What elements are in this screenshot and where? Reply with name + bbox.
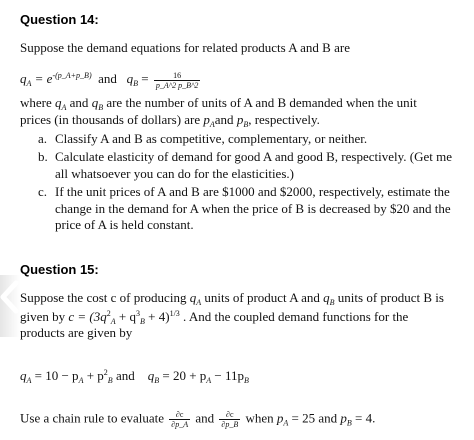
q15-text-d: . And the coupled demand functions for the xyxy=(183,309,409,324)
item-text: Classify A and B as competitive, complementary, or neither. xyxy=(55,131,368,146)
demand-A2: + p xyxy=(86,368,104,383)
q15-text-b: units of product A and xyxy=(204,290,320,305)
q15-demand-line: $q_A = 10 - p_A + p^2_B$ and $q_B = 20 + p_A - 11p_B$ xyxy=(20,368,249,385)
q14-intro: Suppose the demand equations for related products A and B are xyxy=(20,40,350,55)
q15-given-by: given by xyxy=(20,309,66,324)
prices-rest: , respectively. xyxy=(248,112,320,127)
qB-numerator: 16 xyxy=(154,71,201,81)
q14-equations xyxy=(20,68,202,92)
frac-den-a: ∂p_A xyxy=(171,420,189,429)
qA-subscript: A xyxy=(26,79,32,88)
qB-equals: = xyxy=(141,71,149,86)
item-label: c. xyxy=(38,184,48,199)
cost-exponent: 1/3 xyxy=(169,309,180,318)
q14-item-c xyxy=(38,184,468,234)
chain-when: when xyxy=(245,410,274,426)
item-text: If the unit prices of A and B are $1000 and $2000, respectively, estimate the change in the demand for A when the price of B is decreased by $20 and the price of A is held constant. xyxy=(55,184,451,232)
where-rest: are the number of units of A and B demanded when the unit xyxy=(106,95,417,110)
q14-item-b xyxy=(38,149,468,183)
q15-text-c: units of product B is xyxy=(337,290,444,305)
q14-where-line: where $q_A$ and $q_B$ are the number of units of A and B demanded when the unit xyxy=(20,95,417,112)
qB-subscript: B xyxy=(133,79,139,88)
prices-text: prices (in thousands of dollars) are xyxy=(20,112,201,127)
item-label: b. xyxy=(38,149,48,164)
item-text: Calculate elasticity of demand for good A and good B, respectively. (Get me all whatsoever you can do for the elasticities.) xyxy=(55,149,452,181)
frac-den-b: ∂p_B xyxy=(221,420,239,429)
qA-rhs xyxy=(35,71,92,86)
demand-and: and xyxy=(115,368,135,383)
q15-line-2: given by $c = (3q^2_A + q^3_B + 4)^{1/3}$ . And the coupled demand functions for the xyxy=(20,309,409,326)
chain-values-2: = 4. xyxy=(355,410,376,426)
q14-prices-line: prices (in thousands of dollars) are $p_Aand$ $p_B$, respectively. xyxy=(20,112,320,129)
frac-num-a: ∂c xyxy=(169,410,190,420)
question-14-title: Question 14: xyxy=(20,12,99,27)
q15-chain-line: Use a chain rule to evaluate $\frac{\partial c}{\partial p\_A}$ and $\frac{\partial c}{\partial p\_B}$ when $p_A = 25$ and $p_B = 4$. xyxy=(20,410,376,429)
q14-item-a xyxy=(38,131,468,148)
qA-e: = e xyxy=(34,71,53,86)
demand-B2: − 11p xyxy=(214,368,245,383)
cost-equation: c = (3q xyxy=(68,309,107,324)
item-label: a. xyxy=(38,131,48,146)
q15-line-1: Suppose the cost c of producing $q_A$ units of product A and $q_B$ units of product B is xyxy=(20,290,444,307)
where-text: where xyxy=(20,95,52,110)
where-and: and xyxy=(69,95,89,110)
chain-and: and xyxy=(195,410,215,426)
dc-dpA-fraction xyxy=(169,410,190,429)
qA-symbol: q xyxy=(20,71,27,86)
qB-symbol: q xyxy=(126,71,134,86)
question-15-title: Question 15: xyxy=(20,262,99,277)
chevron-left-icon[interactable] xyxy=(0,280,22,314)
q15-line-3: products are given by xyxy=(20,325,133,340)
prices-and: and xyxy=(214,112,234,127)
qB-denominator: p_A^2 p_B^2 xyxy=(155,80,199,90)
frac-num-b: ∂c xyxy=(219,410,240,420)
chain-text: Use a chain rule to evaluate xyxy=(20,410,165,426)
chain-values: = 25 and xyxy=(291,410,338,426)
dc-dpB-fraction xyxy=(219,410,240,429)
demand-B: = 20 + p xyxy=(162,368,207,383)
demand-A: = 10 − p xyxy=(34,368,79,383)
q15-text-a: Suppose the cost c of producing xyxy=(20,290,187,305)
and-label-1: and xyxy=(98,71,117,86)
qB-fraction xyxy=(154,71,201,90)
qA-exponent: -(p_A+p_B) xyxy=(52,71,92,80)
